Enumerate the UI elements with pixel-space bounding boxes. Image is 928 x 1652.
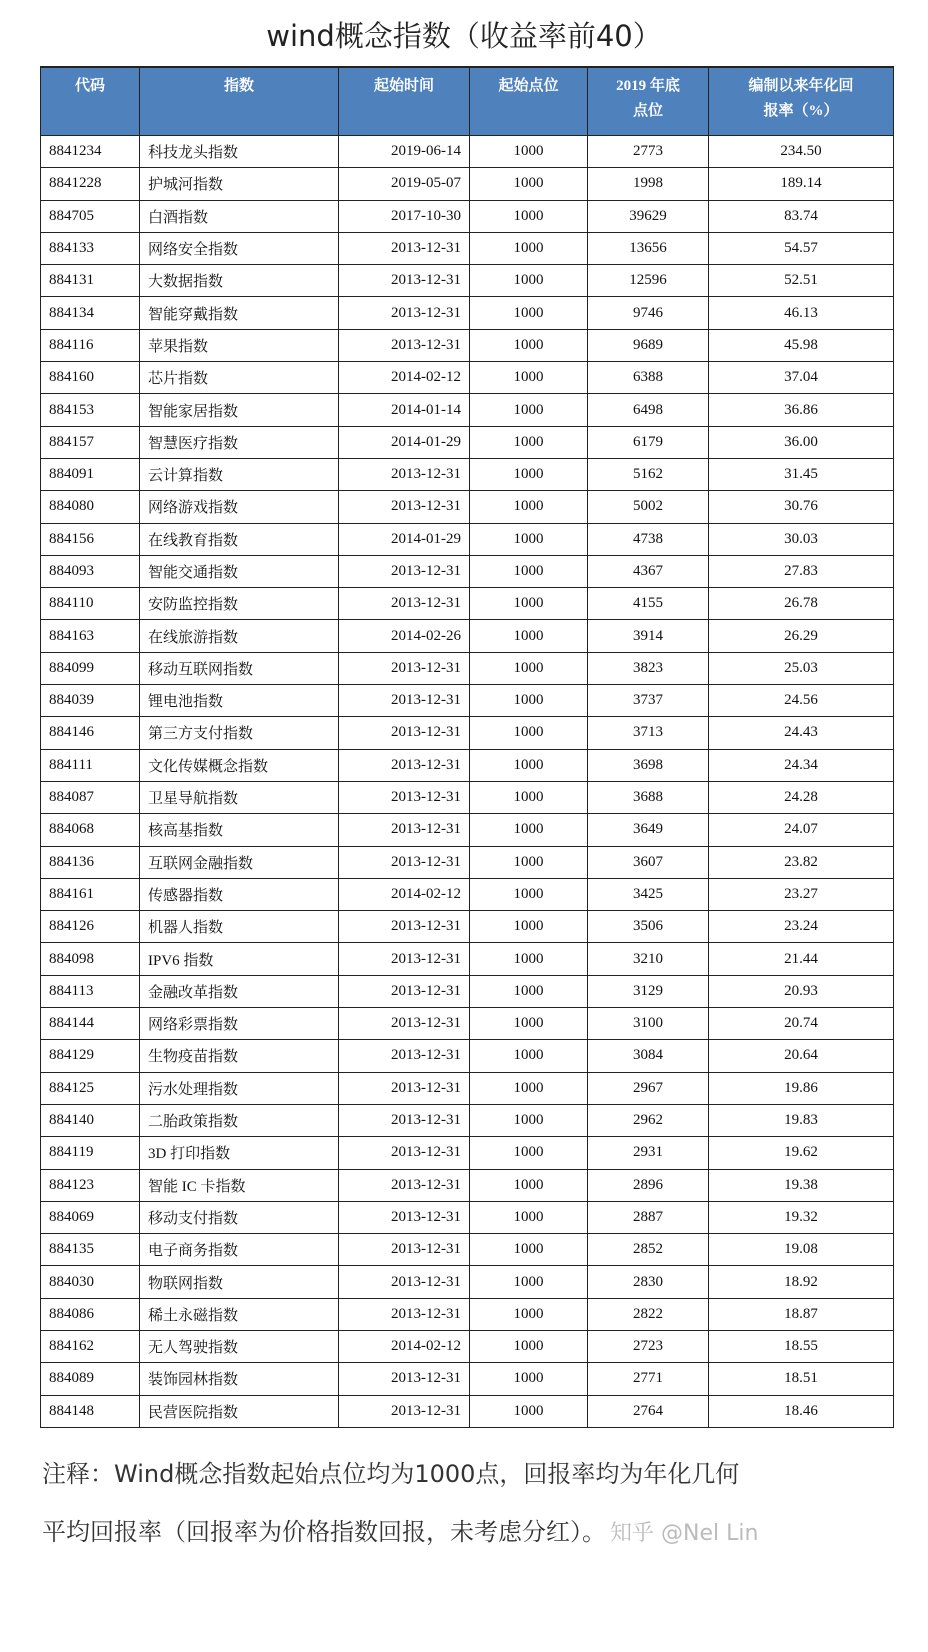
cell-start-date: 2014-02-12 <box>339 1330 470 1362</box>
cell-index-name: 芯片指数 <box>140 362 339 394</box>
cell-annual-return: 19.62 <box>709 1137 894 1169</box>
cell-points-2019: 3823 <box>588 652 709 684</box>
cell-index-name: 民营医院指数 <box>140 1395 339 1427</box>
table-row <box>41 1266 894 1298</box>
cell-index-name: 机器人指数 <box>140 911 339 943</box>
cell-code: 884086 <box>41 1298 140 1330</box>
table-row <box>41 685 894 717</box>
cell-points-2019: 3737 <box>588 685 709 717</box>
cell-index-name: 在线旅游指数 <box>140 620 339 652</box>
cell-annual-return: 36.00 <box>709 426 894 458</box>
cell-start-points: 1000 <box>470 781 588 813</box>
table-row <box>41 1072 894 1104</box>
cell-start-date: 2013-12-31 <box>339 1104 470 1136</box>
cell-start-date: 2013-12-31 <box>339 1072 470 1104</box>
cell-points-2019: 5002 <box>588 491 709 523</box>
table-row <box>41 1234 894 1266</box>
cell-code: 884163 <box>41 620 140 652</box>
cell-index-name: 二胎政策指数 <box>140 1104 339 1136</box>
table-header-row <box>41 67 894 136</box>
cell-start-date: 2014-01-29 <box>339 426 470 458</box>
cell-index-name: 无人驾驶指数 <box>140 1330 339 1362</box>
table-row <box>41 265 894 297</box>
cell-points-2019: 2962 <box>588 1104 709 1136</box>
table-row <box>41 1395 894 1427</box>
cell-index-name: 电子商务指数 <box>140 1234 339 1266</box>
cell-start-date: 2013-12-31 <box>339 1234 470 1266</box>
header-annual-return: 编制以来年化回 报率（%） <box>709 67 894 136</box>
cell-index-name: 白酒指数 <box>140 200 339 232</box>
cell-code: 884133 <box>41 232 140 264</box>
cell-points-2019: 3506 <box>588 911 709 943</box>
table-row <box>41 362 894 394</box>
cell-start-date: 2014-02-26 <box>339 620 470 652</box>
cell-start-date: 2013-12-31 <box>339 846 470 878</box>
cell-annual-return: 26.29 <box>709 620 894 652</box>
cell-index-name: 第三方支付指数 <box>140 717 339 749</box>
cell-start-points: 1000 <box>470 749 588 781</box>
table-row <box>41 458 894 490</box>
cell-code: 884125 <box>41 1072 140 1104</box>
cell-annual-return: 23.27 <box>709 878 894 910</box>
cell-start-points: 1000 <box>470 1298 588 1330</box>
cell-start-date: 2013-12-31 <box>339 749 470 781</box>
cell-start-date: 2014-01-29 <box>339 523 470 555</box>
cell-points-2019: 2723 <box>588 1330 709 1362</box>
cell-points-2019: 3210 <box>588 943 709 975</box>
cell-index-name: 金融改革指数 <box>140 975 339 1007</box>
table-row <box>41 781 894 813</box>
table-row <box>41 394 894 426</box>
cell-annual-return: 19.83 <box>709 1104 894 1136</box>
table-row <box>41 652 894 684</box>
cell-start-points: 1000 <box>470 620 588 652</box>
cell-code: 884111 <box>41 749 140 781</box>
cell-code: 884068 <box>41 814 140 846</box>
table-row <box>41 588 894 620</box>
table-row <box>41 136 894 168</box>
cell-code: 8841234 <box>41 136 140 168</box>
cell-code: 884131 <box>41 265 140 297</box>
cell-start-points: 1000 <box>470 1072 588 1104</box>
cell-annual-return: 36.86 <box>709 394 894 426</box>
cell-code: 884030 <box>41 1266 140 1298</box>
cell-code: 884110 <box>41 588 140 620</box>
cell-points-2019: 12596 <box>588 265 709 297</box>
cell-points-2019: 4738 <box>588 523 709 555</box>
page-title: wind概念指数（收益率前40） <box>266 19 662 53</box>
cell-start-points: 1000 <box>470 1169 588 1201</box>
cell-points-2019: 4367 <box>588 555 709 587</box>
cell-start-date: 2013-12-31 <box>339 975 470 1007</box>
cell-index-name: 稀土永磁指数 <box>140 1298 339 1330</box>
cell-code: 8841228 <box>41 168 140 200</box>
cell-points-2019: 3607 <box>588 846 709 878</box>
cell-index-name: 大数据指数 <box>140 265 339 297</box>
cell-start-points: 1000 <box>470 685 588 717</box>
cell-code: 884087 <box>41 781 140 813</box>
cell-start-date: 2013-12-31 <box>339 1298 470 1330</box>
cell-start-date: 2014-01-14 <box>339 394 470 426</box>
cell-annual-return: 18.55 <box>709 1330 894 1362</box>
cell-points-2019: 3698 <box>588 749 709 781</box>
cell-index-name: 物联网指数 <box>140 1266 339 1298</box>
cell-index-name: 核高基指数 <box>140 814 339 846</box>
cell-index-name: 锂电池指数 <box>140 685 339 717</box>
cell-index-name: 智能穿戴指数 <box>140 297 339 329</box>
cell-start-date: 2013-12-31 <box>339 1040 470 1072</box>
cell-annual-return: 189.14 <box>709 168 894 200</box>
table-row <box>41 620 894 652</box>
cell-points-2019: 2830 <box>588 1266 709 1298</box>
cell-code: 884148 <box>41 1395 140 1427</box>
cell-start-date: 2019-05-07 <box>339 168 470 200</box>
cell-annual-return: 19.08 <box>709 1234 894 1266</box>
cell-start-date: 2013-12-31 <box>339 1008 470 1040</box>
cell-start-points: 1000 <box>470 136 588 168</box>
table-row <box>41 846 894 878</box>
cell-start-date: 2013-12-31 <box>339 781 470 813</box>
cell-start-date: 2013-12-31 <box>339 814 470 846</box>
cell-annual-return: 46.13 <box>709 297 894 329</box>
cell-start-date: 2017-10-30 <box>339 200 470 232</box>
table-row <box>41 943 894 975</box>
cell-annual-return: 20.64 <box>709 1040 894 1072</box>
cell-points-2019: 39629 <box>588 200 709 232</box>
table-row <box>41 1298 894 1330</box>
table-row <box>41 749 894 781</box>
cell-start-points: 1000 <box>470 1137 588 1169</box>
cell-start-points: 1000 <box>470 329 588 361</box>
cell-start-points: 1000 <box>470 814 588 846</box>
cell-start-points: 1000 <box>470 200 588 232</box>
cell-start-date: 2014-02-12 <box>339 878 470 910</box>
table-row <box>41 1363 894 1395</box>
table-row <box>41 1137 894 1169</box>
cell-annual-return: 19.32 <box>709 1201 894 1233</box>
cell-code: 884157 <box>41 426 140 458</box>
table-row <box>41 1008 894 1040</box>
cell-points-2019: 3100 <box>588 1008 709 1040</box>
cell-annual-return: 18.87 <box>709 1298 894 1330</box>
cell-code: 884162 <box>41 1330 140 1362</box>
cell-annual-return: 24.07 <box>709 814 894 846</box>
cell-start-points: 1000 <box>470 1266 588 1298</box>
cell-index-name: 卫星导航指数 <box>140 781 339 813</box>
cell-points-2019: 2822 <box>588 1298 709 1330</box>
cell-points-2019: 13656 <box>588 232 709 264</box>
cell-start-date: 2013-12-31 <box>339 1169 470 1201</box>
cell-start-points: 1000 <box>470 846 588 878</box>
cell-annual-return: 37.04 <box>709 362 894 394</box>
cell-code: 884080 <box>41 491 140 523</box>
cell-start-points: 1000 <box>470 523 588 555</box>
cell-start-points: 1000 <box>470 1234 588 1266</box>
cell-annual-return: 23.24 <box>709 911 894 943</box>
cell-annual-return: 24.34 <box>709 749 894 781</box>
cell-annual-return: 20.93 <box>709 975 894 1007</box>
cell-start-date: 2013-12-31 <box>339 1266 470 1298</box>
cell-index-name: 云计算指数 <box>140 458 339 490</box>
cell-start-points: 1000 <box>470 297 588 329</box>
cell-points-2019: 2896 <box>588 1169 709 1201</box>
header-index: 指数 <box>140 67 339 136</box>
cell-annual-return: 24.28 <box>709 781 894 813</box>
cell-start-points: 1000 <box>470 1201 588 1233</box>
cell-index-name: 智能家居指数 <box>140 394 339 426</box>
cell-start-date: 2013-12-31 <box>339 1137 470 1169</box>
table-row <box>41 523 894 555</box>
cell-start-points: 1000 <box>470 232 588 264</box>
cell-code: 884039 <box>41 685 140 717</box>
cell-start-points: 1000 <box>470 1008 588 1040</box>
cell-annual-return: 21.44 <box>709 943 894 975</box>
cell-code: 884093 <box>41 555 140 587</box>
cell-code: 884089 <box>41 1363 140 1395</box>
cell-start-points: 1000 <box>470 911 588 943</box>
table-row <box>41 1201 894 1233</box>
cell-index-name: 移动互联网指数 <box>140 652 339 684</box>
cell-start-date: 2014-02-12 <box>339 362 470 394</box>
cell-code: 884153 <box>41 394 140 426</box>
cell-points-2019: 3425 <box>588 878 709 910</box>
cell-start-points: 1000 <box>470 265 588 297</box>
cell-start-date: 2013-12-31 <box>339 232 470 264</box>
cell-annual-return: 24.56 <box>709 685 894 717</box>
cell-start-points: 1000 <box>470 717 588 749</box>
watermark: 知乎 @Nel Lin <box>610 1521 759 1546</box>
table-row <box>41 426 894 458</box>
cell-start-points: 1000 <box>470 652 588 684</box>
table-row <box>41 491 894 523</box>
table-row <box>41 814 894 846</box>
cell-index-name: 移动支付指数 <box>140 1201 339 1233</box>
cell-points-2019: 3649 <box>588 814 709 846</box>
cell-index-name: 智能 IC 卡指数 <box>140 1169 339 1201</box>
cell-annual-return: 19.86 <box>709 1072 894 1104</box>
cell-start-date: 2013-12-31 <box>339 1201 470 1233</box>
cell-start-date: 2013-12-31 <box>339 652 470 684</box>
cell-start-points: 1000 <box>470 588 588 620</box>
cell-index-name: 污水处理指数 <box>140 1072 339 1104</box>
cell-index-name: 苹果指数 <box>140 329 339 361</box>
cell-code: 884134 <box>41 297 140 329</box>
cell-index-name: 生物疫苗指数 <box>140 1040 339 1072</box>
table-row <box>41 878 894 910</box>
cell-index-name: 科技龙头指数 <box>140 136 339 168</box>
note-line-1: 注释：Wind概念指数起始点位均为1000点，回报率均为年化几何 <box>42 1460 740 1488</box>
cell-annual-return: 18.92 <box>709 1266 894 1298</box>
cell-annual-return: 20.74 <box>709 1008 894 1040</box>
cell-index-name: 智慧医疗指数 <box>140 426 339 458</box>
cell-start-date: 2013-12-31 <box>339 943 470 975</box>
cell-annual-return: 31.45 <box>709 458 894 490</box>
cell-annual-return: 27.83 <box>709 555 894 587</box>
table-row <box>41 329 894 361</box>
cell-points-2019: 3688 <box>588 781 709 813</box>
cell-code: 884161 <box>41 878 140 910</box>
cell-code: 884135 <box>41 1234 140 1266</box>
cell-annual-return: 30.03 <box>709 523 894 555</box>
cell-index-name: 3D 打印指数 <box>140 1137 339 1169</box>
cell-start-points: 1000 <box>470 426 588 458</box>
cell-code: 884069 <box>41 1201 140 1233</box>
header-start-date: 起始时间 <box>339 67 470 136</box>
cell-start-date: 2013-12-31 <box>339 329 470 361</box>
cell-start-date: 2013-12-31 <box>339 555 470 587</box>
table-row <box>41 1104 894 1136</box>
table-row <box>41 1169 894 1201</box>
cell-code: 884705 <box>41 200 140 232</box>
cell-code: 884123 <box>41 1169 140 1201</box>
table-row <box>41 1330 894 1362</box>
cell-start-points: 1000 <box>470 1040 588 1072</box>
cell-annual-return: 83.74 <box>709 200 894 232</box>
cell-start-points: 1000 <box>470 394 588 426</box>
cell-points-2019: 2931 <box>588 1137 709 1169</box>
cell-code: 884129 <box>41 1040 140 1072</box>
cell-code: 884140 <box>41 1104 140 1136</box>
cell-code: 884136 <box>41 846 140 878</box>
cell-start-date: 2013-12-31 <box>339 588 470 620</box>
cell-start-date: 2013-12-31 <box>339 1363 470 1395</box>
header-code: 代码 <box>41 67 140 136</box>
table-row <box>41 717 894 749</box>
table-row <box>41 232 894 264</box>
cell-points-2019: 2887 <box>588 1201 709 1233</box>
cell-annual-return: 26.78 <box>709 588 894 620</box>
cell-code: 884126 <box>41 911 140 943</box>
cell-index-name: 在线教育指数 <box>140 523 339 555</box>
cell-index-name: 装饰园林指数 <box>140 1363 339 1395</box>
cell-code: 884160 <box>41 362 140 394</box>
cell-code: 884116 <box>41 329 140 361</box>
cell-code: 884091 <box>41 458 140 490</box>
cell-annual-return: 52.51 <box>709 265 894 297</box>
cell-index-name: 安防监控指数 <box>140 588 339 620</box>
cell-index-name: 文化传媒概念指数 <box>140 749 339 781</box>
cell-start-points: 1000 <box>470 362 588 394</box>
cell-annual-return: 18.51 <box>709 1363 894 1395</box>
cell-code: 884119 <box>41 1137 140 1169</box>
cell-annual-return: 234.50 <box>709 136 894 168</box>
table-row <box>41 1040 894 1072</box>
cell-start-date: 2013-12-31 <box>339 685 470 717</box>
cell-index-name: 互联网金融指数 <box>140 846 339 878</box>
cell-code: 884156 <box>41 523 140 555</box>
cell-annual-return: 25.03 <box>709 652 894 684</box>
cell-points-2019: 2967 <box>588 1072 709 1104</box>
table-row <box>41 200 894 232</box>
cell-start-points: 1000 <box>470 1330 588 1362</box>
header-start-points: 起始点位 <box>470 67 588 136</box>
cell-start-date: 2013-12-31 <box>339 265 470 297</box>
cell-points-2019: 5162 <box>588 458 709 490</box>
note-line-2: 平均回报率（回报率为价格指数回报，未考虑分红）。 <box>42 1518 606 1546</box>
cell-start-points: 1000 <box>470 491 588 523</box>
cell-points-2019: 9689 <box>588 329 709 361</box>
cell-start-points: 1000 <box>470 555 588 587</box>
cell-index-name: 传感器指数 <box>140 878 339 910</box>
cell-code: 884098 <box>41 943 140 975</box>
header-2019-points: 2019 年底 点位 <box>588 67 709 136</box>
cell-annual-return: 24.43 <box>709 717 894 749</box>
cell-start-points: 1000 <box>470 1104 588 1136</box>
index-table <box>40 66 894 1428</box>
cell-annual-return: 19.38 <box>709 1169 894 1201</box>
cell-annual-return: 23.82 <box>709 846 894 878</box>
cell-start-points: 1000 <box>470 943 588 975</box>
cell-index-name: 网络安全指数 <box>140 232 339 264</box>
cell-points-2019: 3129 <box>588 975 709 1007</box>
cell-points-2019: 9746 <box>588 297 709 329</box>
cell-points-2019: 3914 <box>588 620 709 652</box>
cell-annual-return: 18.46 <box>709 1395 894 1427</box>
cell-points-2019: 6179 <box>588 426 709 458</box>
cell-code: 884144 <box>41 1008 140 1040</box>
cell-index-name: 智能交通指数 <box>140 555 339 587</box>
cell-points-2019: 3713 <box>588 717 709 749</box>
cell-points-2019: 2771 <box>588 1363 709 1395</box>
cell-points-2019: 6498 <box>588 394 709 426</box>
table-row <box>41 555 894 587</box>
cell-annual-return: 45.98 <box>709 329 894 361</box>
cell-start-points: 1000 <box>470 878 588 910</box>
cell-code: 884113 <box>41 975 140 1007</box>
table-row <box>41 297 894 329</box>
cell-code: 884146 <box>41 717 140 749</box>
cell-annual-return: 30.76 <box>709 491 894 523</box>
cell-start-points: 1000 <box>470 458 588 490</box>
cell-start-points: 1000 <box>470 975 588 1007</box>
cell-start-date: 2013-12-31 <box>339 297 470 329</box>
cell-code: 884099 <box>41 652 140 684</box>
cell-start-points: 1000 <box>470 1363 588 1395</box>
cell-start-points: 1000 <box>470 1395 588 1427</box>
cell-points-2019: 2852 <box>588 1234 709 1266</box>
table-row <box>41 911 894 943</box>
cell-index-name: IPV6 指数 <box>140 943 339 975</box>
cell-start-date: 2019-06-14 <box>339 136 470 168</box>
cell-points-2019: 1998 <box>588 168 709 200</box>
cell-points-2019: 6388 <box>588 362 709 394</box>
cell-index-name: 网络游戏指数 <box>140 491 339 523</box>
cell-points-2019: 3084 <box>588 1040 709 1072</box>
cell-points-2019: 4155 <box>588 588 709 620</box>
cell-start-date: 2013-12-31 <box>339 491 470 523</box>
cell-start-date: 2013-12-31 <box>339 717 470 749</box>
cell-index-name: 护城河指数 <box>140 168 339 200</box>
cell-annual-return: 54.57 <box>709 232 894 264</box>
cell-points-2019: 2773 <box>588 136 709 168</box>
cell-points-2019: 2764 <box>588 1395 709 1427</box>
cell-start-date: 2013-12-31 <box>339 458 470 490</box>
cell-start-date: 2013-12-31 <box>339 1395 470 1427</box>
cell-start-points: 1000 <box>470 168 588 200</box>
cell-index-name: 网络彩票指数 <box>140 1008 339 1040</box>
table-row <box>41 168 894 200</box>
cell-start-date: 2013-12-31 <box>339 911 470 943</box>
table-row <box>41 975 894 1007</box>
